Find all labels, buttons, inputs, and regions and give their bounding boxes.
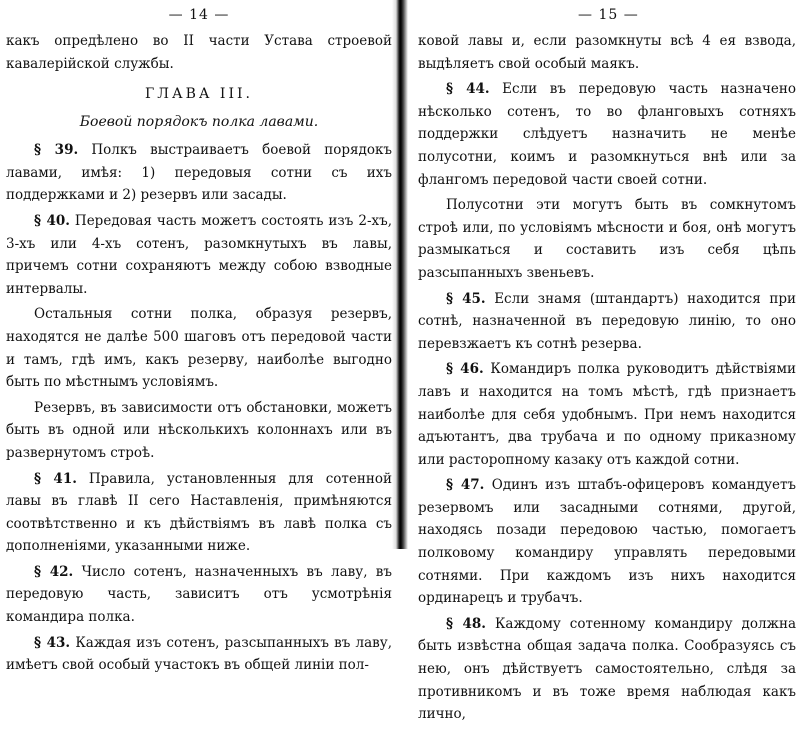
section-number: § 45. (446, 290, 486, 307)
section-number: § 41. (34, 470, 77, 487)
section-text: ковой лавы и, если разомкнуты всѣ 4 ея взвода, выдѣляетъ свой особый маякъ. (418, 33, 796, 72)
book-gutter (392, 0, 408, 549)
left-paragraph (6, 139, 392, 207)
left-intro-paragraph: какъ опредѣлено во II части Устава строевой кавалерійской службы. (6, 33, 392, 72)
section-text: Каждая изъ сотенъ, разсыпанныхъ въ лаву, имѣетъ свой особый участокъ въ общей линіи пол- (6, 634, 392, 674)
section-number: § 44. (446, 81, 490, 98)
section-text: Полусотни эти могутъ быть въ сомкнутомъ строѣ или, по условіямъ мѣсности и боя, онѣ могутъ размыкаться и составить изъ себя цѣпь разсыпанныхъ звеньевъ. (418, 197, 796, 281)
left-paragraph (6, 397, 392, 465)
left-paragraph (6, 632, 392, 677)
section-text: Передовая часть можетъ состоять изъ 2-хъ, 3-хъ или 4-хъ сотенъ, разомкнутыхъ въ лавы, причемъ сотни сохраняютъ между собою взводные интервалы. (6, 212, 393, 297)
section-number: § 43. (34, 634, 71, 651)
left-page (0, 0, 393, 674)
right-paragraph (418, 30, 796, 75)
section-number: § 39. (34, 142, 79, 159)
right-paragraph (418, 288, 796, 356)
section-text: Резервъ, въ зависимости отъ обстановки, можетъ быть въ одной или нѣсколькихъ колоннахъ или въ развернутомъ строѣ. (6, 399, 392, 461)
section-text: Остальныя сотни полка, образуя резервъ, находятся не далѣе 500 шаговъ отъ передовой части и тамъ, гдѣ имъ, какъ резерву, наиболѣе выгодно быть по мѣстнымъ условіямъ. (6, 306, 392, 391)
section-number: § 46. (446, 361, 484, 378)
left-paragraph (6, 561, 392, 629)
left-page-number: — 14 — (168, 7, 230, 23)
right-page-number: — 15 — (578, 7, 639, 23)
section-text: Одинъ изъ штабъ-офицеровъ командуетъ резервомъ или засадными сотнями, другой, находясь позади передовою частью, помогаетъ полковому командиру управлять передовыми сотнями. При каждомъ изъ нихъ находится ординарецъ и трубачъ. (418, 477, 797, 607)
section-text: Если знамя (штандартъ) находится при сотнѣ, назначенной въ передовую линію, то оно перевзжаетъ къ сотнѣ резерва. (418, 290, 797, 352)
section-text: Полкъ выстраиваетъ боевой порядокъ лавами, имѣя: 1) передовыя сотни съ ихъ поддержками и 2) резервъ или засады. (6, 142, 393, 204)
left-sections (6, 139, 392, 680)
section-text: Число сотенъ, назначенныхъ въ лаву, въ передовую часть, зависитъ отъ усмотрѣнія командира полка. (6, 563, 392, 626)
section-text: Каждому сотенному командиру должна быть извѣстна общая задача полка. Сообразуясь съ нею, онъ дѣйствуетъ самостоятельно, слѣдя за противникомъ и въ тоже время наблюдая какъ лично, (418, 615, 797, 723)
section-number: § 48. (446, 615, 486, 632)
section-text: Командиръ полка руководитъ дѣйствіями лавъ и находится на томъ мѣстѣ, гдѣ признаетъ наиболѣе для себя удобнымъ. При немъ находится адъютантъ, два трубача и по одному приказному или расторопному казаку отъ каждой сотни. (418, 361, 797, 468)
chapter-heading: ГЛАВА III. (145, 86, 253, 103)
left-paragraph (6, 210, 392, 300)
right-paragraph (418, 358, 796, 471)
right-paragraph (418, 613, 796, 726)
right-page (408, 0, 800, 723)
section-number: § 40. (34, 212, 70, 229)
section-text: Правила, установленныя для сотенной лавы въ главѣ II сего Наставленія, примѣняются соотвѣтственно и къ дѣйствіямъ въ лавѣ полка съ дополненіями, указанными ниже. (6, 470, 392, 555)
section-text: Если въ передовую часть назначено нѣсколько сотенъ, то во фланговыхъ сотняхъ поддержки слѣдуетъ назначить не менѣе полусотни, коимъ и разомкнуться внѣ или за флангомъ передовой части своей сотни. (418, 81, 796, 188)
right-paragraph (418, 78, 796, 191)
left-paragraph (6, 468, 392, 558)
section-number: § 42. (34, 563, 74, 580)
left-paragraph (6, 303, 392, 393)
right-paragraph (418, 474, 796, 610)
right-paragraph (418, 194, 796, 284)
section-number: § 47. (446, 477, 485, 494)
right-sections (418, 30, 796, 729)
chapter-subtitle: Боевой порядокъ полка лавами. (79, 114, 319, 131)
